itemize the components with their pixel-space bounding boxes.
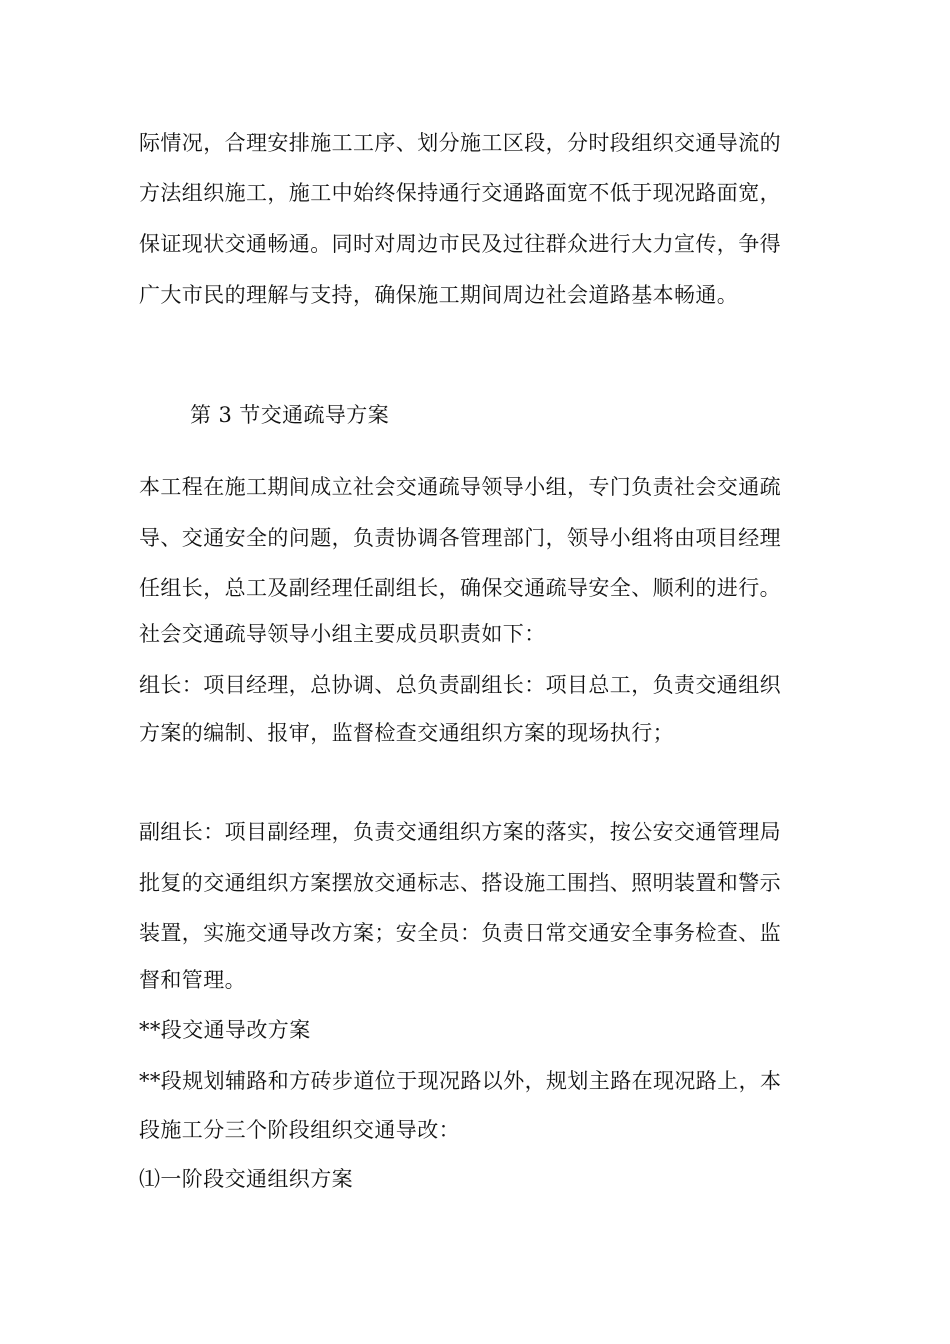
paragraph-3-line-4: 督和管理。 (139, 968, 246, 992)
paragraph-4-line-2: 段施工分三个阶段组织交通导改： (139, 1118, 460, 1142)
paragraph-1-line-3: 保证现状交通畅通。同时对周边市民及过往群众进行大力宣传，争得 (139, 232, 781, 256)
subheading: **段交通导改方案 (139, 1018, 311, 1042)
paragraph-2-line-5: 组长：项目经理，总协调、总负责副组长：项目总工，负责交通组织 (139, 673, 781, 697)
paragraph-2-line-2: 导、交通安全的问题，负责协调各管理部门，领导小组将由项目经理 (139, 526, 781, 550)
paragraph-2-line-6: 方案的编制、报审，监督检查交通组织方案的现场执行； (139, 721, 674, 745)
paragraph-3-line-2: 批复的交通组织方案摆放交通标志、搭设施工围挡、照明装置和警示 (139, 871, 781, 895)
paragraph-2-line-4: 社会交通疏导领导小组主要成员职责如下： (139, 622, 546, 646)
paragraph-2-line-1: 本工程在施工期间成立社会交通疏导领导小组，专门负责社会交通疏 (139, 475, 781, 499)
paragraph-3-line-3: 装置，实施交通导改方案；安全员：负责日常交通安全事务检查、监 (139, 921, 781, 945)
paragraph-2-line-3: 任组长，总工及副经理任副组长，确保交通疏导安全、顺利的进行。 (139, 576, 781, 600)
paragraph-3-line-1: 副组长：项目副经理，负责交通组织方案的落实，按公安交通管理局 (139, 820, 781, 844)
paragraph-4-line-1: **段规划辅路和方砖步道位于现况路以外，规划主路在现况路上，本 (139, 1069, 782, 1093)
section-heading: 第 3 节交通疏导方案 (190, 403, 390, 427)
list-item-1: ⑴一阶段交通组织方案 (139, 1167, 353, 1191)
paragraph-1-line-2: 方法组织施工，施工中始终保持通行交通路面宽不低于现况路面宽， (139, 181, 781, 205)
paragraph-1-line-1: 际情况，合理安排施工工序、划分施工区段，分时段组织交通导流的 (139, 131, 781, 155)
paragraph-1-line-4: 广大市民的理解与支持，确保施工期间周边社会道路基本畅通。 (139, 283, 739, 307)
